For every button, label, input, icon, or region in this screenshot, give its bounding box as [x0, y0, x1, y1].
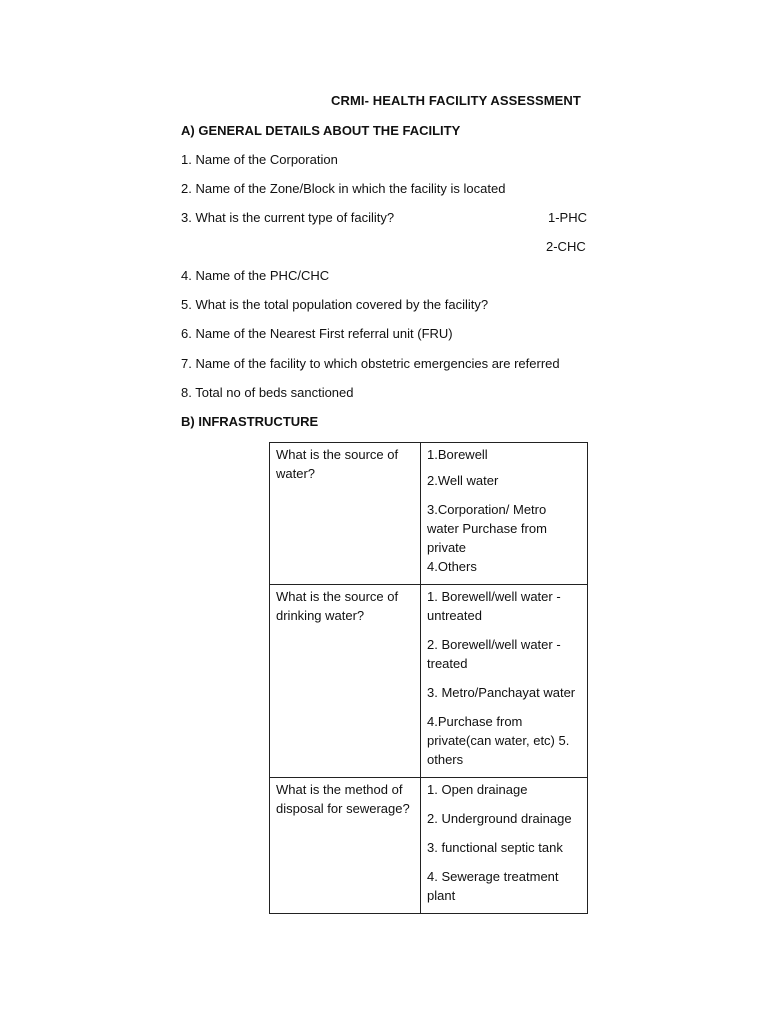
answer-option: 4.Others: [427, 559, 477, 574]
answer-option: 4. Sewerage treatment plant: [427, 869, 559, 903]
table-question-cell: What is the method of disposal for sewerage?: [270, 778, 421, 914]
answer-option: 2. Borewell/well water - treated: [427, 637, 561, 671]
facility-type-option-phc: 1-PHC: [548, 210, 588, 225]
question-3: 3. What is the current type of facility?: [181, 210, 395, 225]
table-answer-cell: [421, 778, 588, 914]
document-title: CRMI- HEALTH FACILITY ASSESSMENT: [331, 93, 581, 108]
table-question-cell: What is the source of drinking water?: [270, 585, 421, 778]
answer-option: 1. Borewell/well water - untreated: [427, 589, 561, 623]
table-question-cell: What is the source of water?: [270, 443, 421, 585]
question-8: 8. Total no of beds sanctioned: [181, 385, 354, 400]
table-row: [270, 443, 588, 585]
question-7: 7. Name of the facility to which obstetric emergencies are referred: [181, 356, 560, 371]
answer-option: 3. functional septic tank: [427, 840, 563, 855]
question-5: 5. What is the total population covered by the facility?: [181, 297, 489, 312]
question-4: 4. Name of the PHC/CHC: [181, 268, 330, 283]
facility-type-option-chc: 2-CHC: [546, 239, 586, 254]
answer-option: 2.Well water: [427, 473, 499, 488]
answer-option: 3.Corporation/ Metro water Purchase from private: [427, 502, 547, 555]
question-6: 6. Name of the Nearest First referral unit (FRU): [181, 326, 453, 341]
table-answer-cell: [421, 585, 588, 778]
answer-option: 1.Borewell: [427, 447, 488, 462]
answer-option: 3. Metro/Panchayat water: [427, 685, 576, 700]
section-a-heading: A) GENERAL DETAILS ABOUT THE FACILITY: [181, 123, 461, 138]
answer-option: 2. Underground drainage: [427, 811, 572, 826]
answer-option: 4.Purchase from private(can water, etc) 5. others: [427, 714, 570, 767]
question-1: 1. Name of the Corporation: [181, 152, 338, 167]
answer-option: 1. Open drainage: [427, 782, 528, 797]
table-row: [270, 585, 588, 778]
section-b-heading: B) INFRASTRUCTURE: [181, 414, 319, 429]
question-2: 2. Name of the Zone/Block in which the facility is located: [181, 181, 506, 196]
table-row: [270, 778, 588, 914]
infrastructure-table: [269, 442, 588, 914]
table-answer-cell: [421, 443, 588, 585]
